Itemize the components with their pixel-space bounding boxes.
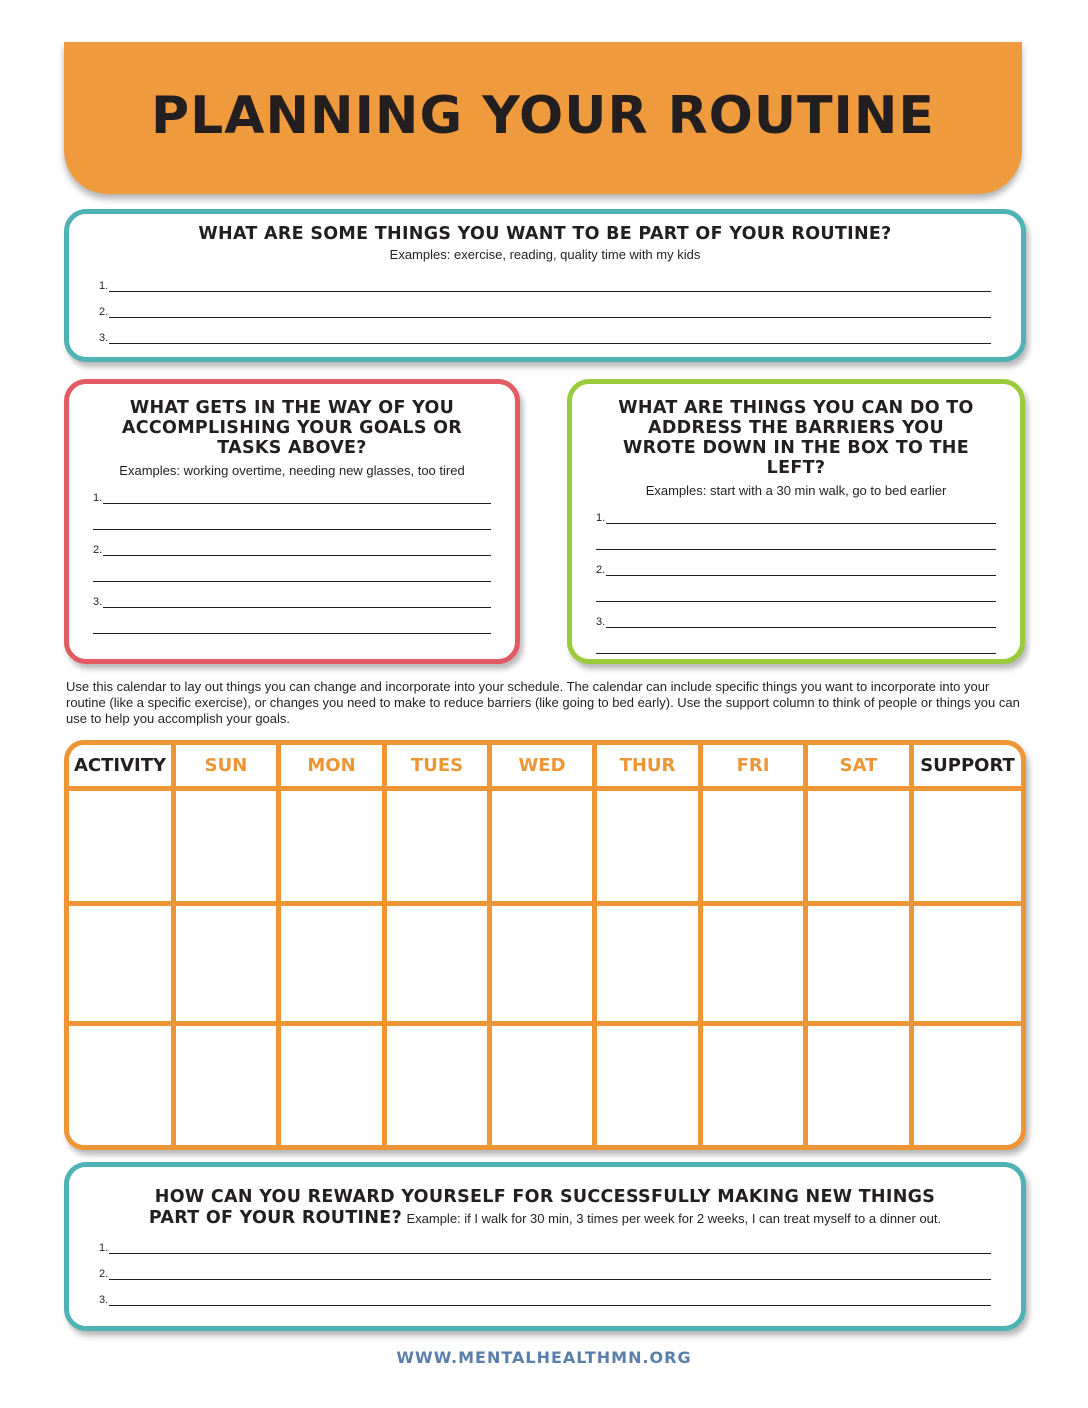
calendar-cell[interactable]: [703, 906, 808, 1026]
answer-line-continued[interactable]: [596, 576, 996, 602]
line-number: 2.: [99, 1268, 109, 1280]
answer-line-continued[interactable]: [93, 608, 491, 634]
line-number: 3.: [99, 1294, 109, 1306]
calendar-cell[interactable]: [281, 906, 387, 1026]
calendar-header-tues: TUES: [387, 745, 492, 791]
calendar-header-thur: THUR: [597, 745, 703, 791]
calendar-cell[interactable]: [597, 791, 703, 906]
calendar-header-sat: SAT: [808, 745, 914, 791]
line-number: 1.: [596, 512, 606, 524]
routine-things-heading: WHAT ARE SOME THINGS YOU WANT TO BE PART OF YOUR ROUTINE?: [198, 224, 892, 244]
answer-line-continued[interactable]: [596, 524, 996, 550]
answer-line-continued[interactable]: [596, 628, 996, 654]
calendar-cell[interactable]: [808, 1026, 914, 1145]
routine-things-example: Examples: exercise, reading, quality time with my kids: [389, 247, 701, 262]
answer-line[interactable]: [99, 266, 991, 292]
weekly-calendar: [64, 740, 1026, 1150]
calendar-cell[interactable]: [703, 791, 808, 906]
line-number: 1.: [99, 1242, 109, 1254]
answer-line[interactable]: [596, 550, 996, 576]
reward-heading: HOW CAN YOU REWARD YOURSELF FOR SUCCESSFULLY MAKING NEW THINGS: [154, 1187, 936, 1207]
answer-line-continued[interactable]: [93, 504, 491, 530]
barriers-example: Examples: working overtime, needing new glasses, too tired: [119, 463, 465, 478]
line-number: 3.: [596, 616, 606, 628]
calendar-cell[interactable]: [492, 791, 597, 906]
calendar-cell[interactable]: [914, 1026, 1021, 1145]
calendar-cell[interactable]: [387, 791, 492, 906]
calendar-cell[interactable]: [281, 791, 387, 906]
barriers-box: [64, 379, 520, 664]
calendar-cell[interactable]: [703, 1026, 808, 1145]
answer-line[interactable]: [93, 582, 491, 608]
calendar-header-fri: FRI: [703, 745, 808, 791]
calendar-cell[interactable]: [808, 906, 914, 1026]
title-banner: [64, 42, 1022, 194]
calendar-cell[interactable]: [492, 906, 597, 1026]
answer-line[interactable]: [93, 478, 491, 504]
answer-line[interactable]: [99, 318, 991, 344]
calendar-instructions: Use this calendar to lay out things you can change and incorporate into your schedule. The calendar can include specific things you want to incorporate into your routine (like a specific exercise), or changes you need to make to reduce barriers (like going to bed early). Use the support column to think of people or things you can use to help you accomplish your goals.: [66, 679, 1020, 726]
website-url: WWW.MENTALHEALTHMN.ORG: [396, 1348, 692, 1367]
line-number: 1.: [99, 280, 109, 292]
reward-heading-line2: PART OF YOUR ROUTINE?: [148, 1208, 403, 1228]
calendar-header-support: SUPPORT: [914, 745, 1021, 791]
calendar-header-activity: ACTIVITY: [69, 745, 176, 791]
reward-example: Example: if I walk for 30 min, 3 times per week for 2 weeks, I can treat myself to a dinner out.: [406, 1211, 942, 1226]
calendar-cell[interactable]: [69, 1026, 176, 1145]
calendar-cell[interactable]: [387, 906, 492, 1026]
answer-line[interactable]: [93, 530, 491, 556]
calendar-cell[interactable]: [387, 1026, 492, 1145]
calendar-cell[interactable]: [914, 791, 1021, 906]
answer-line[interactable]: [99, 1254, 991, 1280]
calendar-cell[interactable]: [808, 791, 914, 906]
calendar-header-wed: WED: [492, 745, 597, 791]
answer-line[interactable]: [596, 498, 996, 524]
line-number: 2.: [93, 544, 103, 556]
calendar-header-mon: MON: [281, 745, 387, 791]
reward-box: [64, 1162, 1026, 1331]
calendar-cell[interactable]: [69, 906, 176, 1026]
answer-line-continued[interactable]: [93, 556, 491, 582]
barriers-heading: WHAT GETS IN THE WAY OF YOU ACCOMPLISHING YOUR GOALS OR TASKS ABOVE?: [121, 398, 463, 458]
calendar-cell[interactable]: [597, 906, 703, 1026]
line-number: 1.: [93, 492, 103, 504]
solutions-example: Examples: start with a 30 min walk, go to bed earlier: [645, 483, 947, 498]
calendar-cell[interactable]: [492, 1026, 597, 1145]
solutions-box: [567, 379, 1025, 664]
calendar-cell[interactable]: [597, 1026, 703, 1145]
routine-things-box: [64, 209, 1026, 362]
calendar-cell[interactable]: [281, 1026, 387, 1145]
line-number: 3.: [93, 596, 103, 608]
line-number: 3.: [99, 332, 109, 344]
calendar-cell[interactable]: [176, 906, 281, 1026]
calendar-header-sun: SUN: [176, 745, 281, 791]
calendar-cell[interactable]: [176, 1026, 281, 1145]
answer-line[interactable]: [99, 1228, 991, 1254]
calendar-cell[interactable]: [176, 791, 281, 906]
answer-line[interactable]: [99, 1280, 991, 1306]
answer-line[interactable]: [99, 292, 991, 318]
line-number: 2.: [596, 564, 606, 576]
calendar-cell[interactable]: [69, 791, 176, 906]
calendar-cell[interactable]: [914, 906, 1021, 1026]
page-title: PLANNING YOUR ROUTINE: [151, 86, 935, 146]
answer-line[interactable]: [596, 602, 996, 628]
line-number: 2.: [99, 306, 109, 318]
solutions-heading: WHAT ARE THINGS YOU CAN DO TO ADDRESS THE BARRIERS YOU WROTE DOWN IN THE BOX TO THE LEFT?: [618, 398, 974, 478]
